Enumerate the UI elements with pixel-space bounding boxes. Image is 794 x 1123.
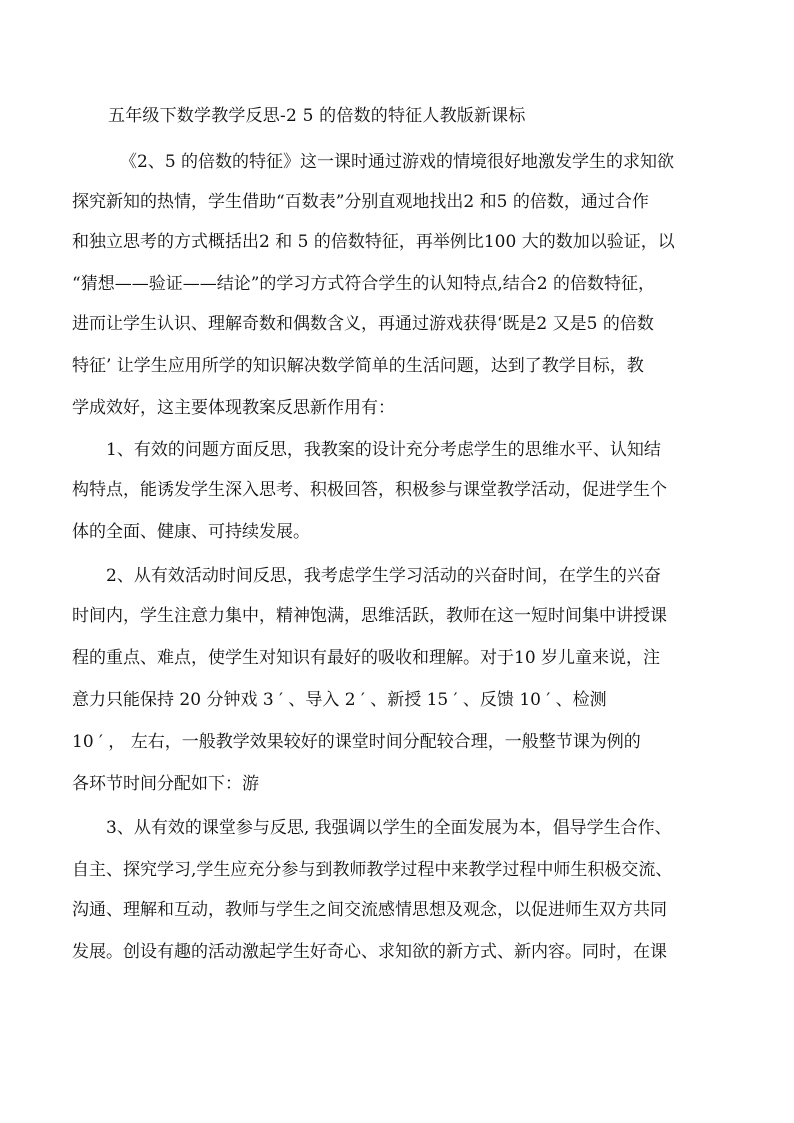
text-line-15: 10 ′ ， 左右，一般教学效果较好的课堂时间分配较合理，一般整节课为例的 [72, 732, 641, 752]
text-line-9: 构特点，能诱发学生深入思考、积极回答，积极参与课堂教学活动，促进学生个 [72, 480, 667, 500]
text-line-4: “猜想——验证——结论”的学习方式符合学生的认知特点,结合2 的倍数特征， [72, 274, 656, 294]
text-line-6: 特征’ 让学生应用所学的知识解决数学简单的生活问题，达到了教学目标，教 [72, 356, 644, 376]
text-line-2: 探究新知的热情，学生借助“百数表”分别直观地找出2 和5 的倍数，通过合作 [72, 192, 649, 212]
text-line-16: 各环节时间分配如下：游 [72, 774, 259, 794]
text-line-14: 意力只能保持 20 分钟戏 3 ′ 、导入 2 ′ 、新授 15 ′ 、反馈 10 ′ 、检测 [72, 690, 607, 710]
text-line-18: 自主、探究学习,学生应充分参与到教师教学过程中来教学过程中师生积极交流、 [72, 860, 673, 880]
text-line-3: 和独立思考的方式概括出2 和 5 的倍数特征，再举例比100 大的数加以验证，以 [72, 232, 675, 252]
text-line-12: 时间内，学生注意力集中，精神饱满，思维活跃，教师在这一短时间集中讲授课 [72, 606, 667, 626]
text-line-5: 进而让学生认识、理解奇数和偶数含义，再通过游戏获得‘既是2 又是5 的倍数 [72, 314, 654, 334]
text-line-1: 《2、5 的倍数的特征》这一课时通过游戏的情境很好地激发学生的求知欲 [120, 152, 675, 172]
text-line-8: 1、有效的问题方面反思，我教案的设计充分考虑学生的思维水平、认知结 [106, 440, 661, 460]
text-line-11: 2、从有效活动时间反思，我考虑学生学习活动的兴奋时间，在学生的兴奋 [106, 566, 661, 586]
text-line-7: 学成效好，这主要体现教案反思新作用有： [72, 398, 395, 418]
text-line-10: 体的全面、健康、可持续发展。 [72, 522, 310, 542]
text-line-19: 沟通、理解和互动，教师与学生之间交流感情思想及观念，以促进师生双方共同 [72, 900, 667, 920]
document-title: 五年级下数学教学反思-2 5 的倍数的特征人教版新课标 [108, 106, 526, 126]
text-line-20: 发展。创设有趣的活动激起学生好奇心、求知欲的新方式、新内容。同时，在课 [72, 942, 667, 962]
text-line-17: 3、从有效的课堂参与反思, 我强调以学生的全面发展为本，倡导学生合作、 [106, 818, 672, 838]
text-line-13: 程的重点、难点，使学生对知识有最好的吸收和理解。对于10 岁儿童来说，注 [72, 648, 661, 668]
